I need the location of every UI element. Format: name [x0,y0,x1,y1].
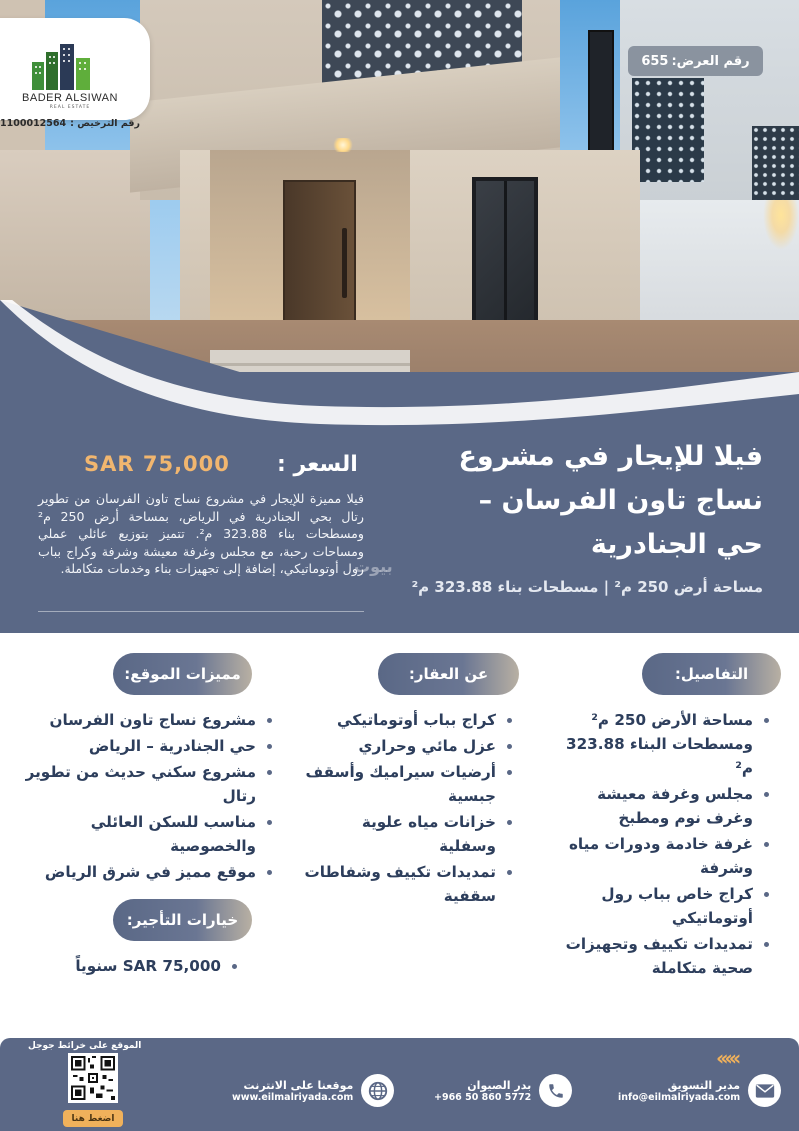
property-list [304,708,514,910]
property-item: خزانات مياه علوية وسفلية [304,810,514,858]
website-contact[interactable] [232,1074,394,1107]
property-item: تمديدات تكييف وشفاطات سقفية [304,860,514,908]
website-title: موقعنا على الانترنت [243,1078,354,1092]
offer-number: 655 [641,53,669,69]
marketing-title: مدير التسويق [667,1078,741,1092]
envelope-icon [748,1074,781,1107]
logo-name: BADER ALSIWAN [22,92,118,104]
details-list [546,708,771,982]
details-item: مساحة الأرض 250 م² ومسطحات البناء 323.88 م² [546,708,771,780]
title-line-3: حي الجنادرية [590,529,763,560]
license-number [0,118,144,129]
qr-code-icon[interactable] [68,1053,118,1103]
details-heading: التفاصيل: [642,653,781,695]
manager-phone[interactable]: +966 50 860 5772 [434,1091,532,1103]
title-line-1: فيلا للإيجار في مشروع [458,441,763,472]
logo-subtitle: REAL ESTATE [49,105,91,110]
license-value: 1100012564 [0,118,67,129]
location-item: مشروع نساج تاون الفرسان [14,708,274,732]
description-underline [38,611,364,612]
google-map-label: الموقع على خرائط جوجل [28,1041,142,1051]
listing-description: فيلا مميزة للإيجار في مشروع نساج تاون الفرسان من تطوير رتال بحي الجنادرية في الرياض، بمساحة أرض 250 م² ومسطحات بناء 323.88 م². تتميز بتوزيع عائلي عملي ومساحات رحبة، مع مجلس وغرفة معيشة وشرفة وكراج بباب رول أوتوماتيكي، إضافة إلى تجهيزات بناء وخدمات متكاملة. [38,491,364,576]
site-watermark: بيوت [354,557,393,576]
phone-icon [539,1074,572,1107]
price-value: SAR 75,000 [84,452,230,476]
offer-label: رقم العرض: [671,53,750,69]
location-heading: مميزات الموقع: [113,653,252,695]
chevrons-decoration-icon: ‹‹‹‹‹ [716,1046,738,1070]
location-item: حي الجنادرية – الرياض [14,734,274,758]
details-item: مجلس وغرفة معيشة وغرف نوم ومطبخ [546,782,771,830]
website-url[interactable]: www.eilmalriyada.com [232,1091,354,1103]
listing-title [433,435,763,567]
rent-options-list [39,954,239,980]
property-item: أرضيات سيراميك وأسقف جبسية [304,760,514,808]
marketing-email[interactable]: info@eilmalriyada.com [618,1091,741,1103]
offer-number-badge [628,46,763,76]
logo-card [0,18,150,129]
location-item: مشروع سكني حديث من تطوير رتال [14,760,274,808]
location-list [14,708,274,886]
details-item: تمديدات تكييف وتجهيزات صحية متكاملة [546,932,771,980]
property-item: عزل مائي وحراري [304,734,514,758]
details-item: كراج خاص بباب رول أوتوماتيكي [546,882,771,930]
press-here-button[interactable]: اضغط هنا [63,1110,123,1127]
license-label: رقم الترخيص : [70,118,140,129]
phone-contact[interactable] [434,1074,572,1107]
buildings-logo-icon [30,44,92,90]
price-label: السعر : [277,452,358,477]
globe-icon [361,1074,394,1107]
property-item: كراج بباب أوتوماتيكي [304,708,514,732]
title-line-2: نساج تاون الفرسان – [478,485,763,516]
details-item: غرفة خادمة ودورات مياه وشرفة [546,832,771,880]
property-heading: عن العقار: [378,653,519,695]
location-item: مناسب للسكن العائلي والخصوصية [14,810,274,858]
location-item: موقع مميز في شرق الرياض [14,860,274,884]
rent-options-heading: خيارات التأجير: [113,899,252,941]
area-summary: مساحة أرض 250 م² | مسطحات بناء 323.88 م² [411,578,763,596]
rent-option-item: SAR 75,000 سنوياً [39,954,239,978]
email-contact[interactable] [618,1074,781,1107]
manager-name: بدر الصيوان [467,1078,532,1092]
